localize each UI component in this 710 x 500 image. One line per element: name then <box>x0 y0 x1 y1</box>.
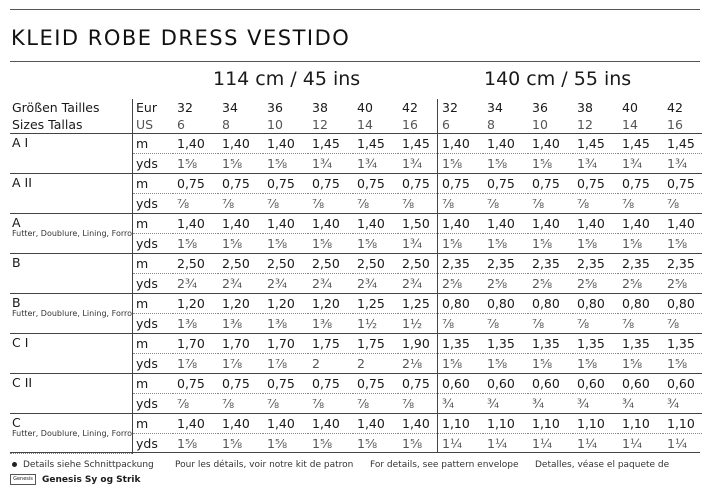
view-name: A II <box>12 175 32 190</box>
header-label-sizes-en-es: Sizes Tallas <box>12 117 83 132</box>
value-yds: 1⅝ <box>402 436 423 451</box>
value-m: 0,75 <box>263 374 308 394</box>
value-yds: 1⅝ <box>177 236 198 251</box>
value-yds: 1⅝ <box>357 236 378 251</box>
eur-size: 42 <box>402 100 418 115</box>
value-m: 1,40 <box>263 414 308 434</box>
eur-size: 34 <box>487 100 503 115</box>
value-yds: ¾ <box>622 396 635 411</box>
us-size: 8 <box>222 117 230 132</box>
value-m: 1,70 <box>218 334 263 354</box>
view-label <box>10 334 133 374</box>
value-m: 0,75 <box>308 174 353 194</box>
unit-m: m <box>133 254 174 274</box>
footnote-fr: Pour les détails, voir notre kit de patron <box>175 460 354 470</box>
value-m: 1,40 <box>263 134 308 154</box>
value-m: 1,75 <box>308 334 353 354</box>
value-m: 1,45 <box>573 134 618 154</box>
value-m: 1,75 <box>353 334 398 354</box>
us-size: 6 <box>438 116 484 134</box>
header-label-sizes-de-fr: Größen Tailles <box>12 100 100 115</box>
value-yds: 1⅝ <box>267 156 288 171</box>
brand-logo: Genesis <box>10 474 36 485</box>
value-m: 1,40 <box>528 134 573 154</box>
table-row-meters <box>10 294 702 314</box>
value-yds: ⅞ <box>438 314 484 334</box>
value-yds: 1⅝ <box>667 356 688 371</box>
value-yds: 1¾ <box>312 156 333 171</box>
value-m: 1,45 <box>398 134 438 154</box>
value-yds: 2¾ <box>222 276 243 291</box>
view-label <box>10 294 133 334</box>
value-yds: 1¼ <box>487 436 508 451</box>
value-yds: 1⅝ <box>577 236 598 251</box>
value-yds: 2¾ <box>267 276 288 291</box>
unit-yds: yds <box>133 194 174 214</box>
value-m: 0,75 <box>438 174 484 194</box>
value-yds: 1⅝ <box>532 236 553 251</box>
value-m: 1,40 <box>308 414 353 434</box>
value-m: 1,25 <box>353 294 398 314</box>
value-m: 0,75 <box>218 374 263 394</box>
value-yds: 1⅝ <box>312 436 333 451</box>
value-yds: 1¼ <box>577 436 598 451</box>
view-name: C <box>12 415 21 430</box>
value-yds: ⅞ <box>622 196 635 211</box>
value-m: 1,45 <box>618 134 663 154</box>
value-yds: 1⅝ <box>267 236 288 251</box>
value-yds: ⅞ <box>222 396 235 411</box>
value-yds: 1⅞ <box>267 356 288 371</box>
unit-m: m <box>133 134 174 154</box>
footnote-de: Details siehe Schnittpackung <box>12 460 154 470</box>
value-m: 1,20 <box>308 294 353 314</box>
value-m: 2,50 <box>353 254 398 274</box>
view-label <box>10 414 133 454</box>
value-m: 2,50 <box>173 254 218 274</box>
value-yds: ⅞ <box>577 196 590 211</box>
value-m: 1,40 <box>398 414 438 434</box>
unit-m: m <box>133 174 174 194</box>
view-label <box>10 374 133 414</box>
view-sub-label: Futter, Doublure, Lining, Forro <box>12 229 132 238</box>
value-yds: 1⅝ <box>177 436 198 451</box>
value-m: 0,75 <box>573 174 618 194</box>
unit-yds: yds <box>133 154 174 174</box>
view-sub-label: Futter, Doublure, Lining, Forro <box>12 309 132 318</box>
value-m: 1,40 <box>483 214 528 234</box>
eur-size: 40 <box>622 100 638 115</box>
value-yds: 1⅝ <box>438 154 484 174</box>
value-yds: 1¾ <box>402 236 423 251</box>
value-yds: 1⅝ <box>357 436 378 451</box>
unit-yds: yds <box>133 274 174 294</box>
value-m: 1,40 <box>353 414 398 434</box>
value-yds: 1⅝ <box>622 236 643 251</box>
value-yds: 1⅜ <box>267 316 288 331</box>
value-yds: 2⅝ <box>667 276 688 291</box>
us-size: 14 <box>357 117 373 132</box>
value-yds: 1¼ <box>532 436 553 451</box>
value-m: 1,40 <box>173 414 218 434</box>
value-m: 0,75 <box>398 174 438 194</box>
table-row-meters <box>10 254 702 274</box>
us-size: 6 <box>177 117 185 132</box>
value-m: 1,25 <box>398 294 438 314</box>
value-yds: 1¾ <box>667 156 688 171</box>
value-m: 0,75 <box>173 174 218 194</box>
value-m: 0,75 <box>663 174 702 194</box>
table-row-meters <box>10 214 702 234</box>
view-name: A <box>12 215 21 230</box>
value-m: 1,40 <box>218 134 263 154</box>
value-yds: ⅞ <box>402 396 415 411</box>
us-size: 14 <box>622 117 638 132</box>
value-yds: 1⅝ <box>532 356 553 371</box>
view-name: A I <box>12 135 29 150</box>
value-yds: 2 <box>312 356 320 371</box>
value-yds: 1⅝ <box>577 356 598 371</box>
value-yds: ⅞ <box>177 396 190 411</box>
value-yds: 1⅝ <box>222 156 243 171</box>
value-yds: 1⅝ <box>438 234 484 254</box>
value-m: 1,40 <box>573 214 618 234</box>
value-m: 0,75 <box>308 374 353 394</box>
value-m: 0,60 <box>618 374 663 394</box>
value-yds: 2⅝ <box>622 276 643 291</box>
unit-yds: yds <box>133 314 174 334</box>
value-yds: 2¾ <box>177 276 198 291</box>
table-row-meters <box>10 414 702 434</box>
value-yds: 1⅞ <box>177 356 198 371</box>
value-yds: 2¾ <box>357 276 378 291</box>
value-yds: 1⅝ <box>222 436 243 451</box>
unit-m: m <box>133 374 174 394</box>
view-sub-label: Futter, Doublure, Lining, Forro <box>12 429 132 438</box>
value-m: 2,35 <box>663 254 702 274</box>
unit-yds: yds <box>133 434 174 454</box>
unit-m: m <box>133 414 174 434</box>
value-m: 0,80 <box>573 294 618 314</box>
value-m: 1,35 <box>618 334 663 354</box>
value-m: 0,75 <box>218 174 263 194</box>
value-yds: ⅞ <box>357 396 370 411</box>
value-m: 1,10 <box>483 414 528 434</box>
value-m: 1,35 <box>663 334 702 354</box>
value-m: 1,20 <box>263 294 308 314</box>
view-name: C I <box>12 335 29 350</box>
value-m: 1,10 <box>528 414 573 434</box>
value-m: 1,35 <box>528 334 573 354</box>
value-m: 0,80 <box>483 294 528 314</box>
value-yds: 2⅛ <box>402 356 423 371</box>
value-m: 0,75 <box>528 174 573 194</box>
value-yds: 1⅝ <box>438 354 484 374</box>
value-yds: ⅞ <box>667 196 680 211</box>
value-m: 0,80 <box>618 294 663 314</box>
table-row-meters <box>10 374 702 394</box>
value-m: 0,75 <box>618 174 663 194</box>
value-m: 1,35 <box>483 334 528 354</box>
value-yds: ⅞ <box>267 196 280 211</box>
value-m: 2,35 <box>483 254 528 274</box>
value-yds: 1¾ <box>402 156 423 171</box>
eur-size: 36 <box>267 100 283 115</box>
value-m: 1,40 <box>483 134 528 154</box>
top-rule <box>10 9 700 10</box>
value-yds: 1¼ <box>667 436 688 451</box>
us-size: 12 <box>577 117 593 132</box>
value-m: 0,75 <box>398 374 438 394</box>
value-m: 2,35 <box>528 254 573 274</box>
bullet-icon <box>12 462 17 467</box>
table-row-meters <box>10 334 702 354</box>
value-yds: ⅞ <box>357 196 370 211</box>
value-m: 0,60 <box>483 374 528 394</box>
view-label <box>10 134 133 174</box>
header-row-us <box>10 116 702 134</box>
value-yds: 1¼ <box>622 436 643 451</box>
value-yds: 1⅞ <box>222 356 243 371</box>
value-m: 0,75 <box>353 374 398 394</box>
value-m: 1,90 <box>398 334 438 354</box>
unit-m: m <box>133 334 174 354</box>
value-yds: ⅞ <box>667 316 680 331</box>
value-yds: 1⅝ <box>177 156 198 171</box>
value-m: 1,10 <box>618 414 663 434</box>
eur-size: 34 <box>222 100 238 115</box>
unit-m: m <box>133 294 174 314</box>
value-yds: 1¾ <box>577 156 598 171</box>
view-label <box>10 214 133 254</box>
header-eur: Eur <box>133 99 174 116</box>
value-yds: 1⅝ <box>622 356 643 371</box>
value-yds: 1⅝ <box>312 236 333 251</box>
yardage-table <box>10 99 702 454</box>
title-rule <box>10 61 700 62</box>
value-m: 0,80 <box>663 294 702 314</box>
view-label <box>10 174 133 214</box>
value-yds: 1⅝ <box>532 156 553 171</box>
header-us: US <box>133 116 174 134</box>
value-yds: ⅞ <box>532 196 545 211</box>
value-yds: ⅞ <box>312 196 325 211</box>
view-name: C II <box>12 375 33 390</box>
value-m: 2,50 <box>263 254 308 274</box>
value-m: 1,10 <box>573 414 618 434</box>
value-yds: ¾ <box>667 396 680 411</box>
value-yds: ¾ <box>532 396 545 411</box>
value-yds: ⅞ <box>438 194 484 214</box>
eur-size: 32 <box>438 99 484 116</box>
value-yds: ¾ <box>487 396 500 411</box>
value-yds: 2⅝ <box>487 276 508 291</box>
value-yds: 1⅝ <box>487 236 508 251</box>
value-m: 0,75 <box>173 374 218 394</box>
value-yds: 2⅝ <box>577 276 598 291</box>
value-m: 1,40 <box>308 214 353 234</box>
value-yds: ⅞ <box>532 316 545 331</box>
value-m: 1,10 <box>438 414 484 434</box>
fabric-width-114: 114 cm / 45 ins <box>213 68 361 90</box>
value-yds: 1¾ <box>622 156 643 171</box>
value-yds: 2¾ <box>402 276 423 291</box>
value-m: 0,75 <box>483 174 528 194</box>
value-yds: 1⅝ <box>487 156 508 171</box>
value-m: 1,45 <box>353 134 398 154</box>
value-yds: ⅞ <box>177 196 190 211</box>
view-name: B <box>12 295 21 310</box>
value-m: 1,45 <box>308 134 353 154</box>
value-yds: ⅞ <box>222 196 235 211</box>
value-m: 1,40 <box>173 134 218 154</box>
value-yds: 1½ <box>402 316 423 331</box>
value-yds: ⅞ <box>622 316 635 331</box>
table-row-meters <box>10 134 702 154</box>
us-size: 10 <box>532 117 548 132</box>
value-m: 1,40 <box>218 414 263 434</box>
value-m: 2,50 <box>398 254 438 274</box>
value-yds: 1½ <box>357 316 378 331</box>
value-yds: ⅞ <box>487 196 500 211</box>
value-m: 0,60 <box>528 374 573 394</box>
value-m: 1,40 <box>618 214 663 234</box>
value-yds: 1⅝ <box>487 356 508 371</box>
value-m: 2,35 <box>618 254 663 274</box>
us-size: 10 <box>267 117 283 132</box>
value-yds: 1¼ <box>438 434 484 454</box>
page-title: KLEID ROBE DRESS VESTIDO <box>11 26 351 50</box>
value-yds: 2¾ <box>312 276 333 291</box>
value-m: 1,45 <box>663 134 702 154</box>
value-yds: 2 <box>357 356 365 371</box>
fabric-width-140: 140 cm / 55 ins <box>484 68 632 90</box>
value-m: 2,35 <box>438 254 484 274</box>
unit-yds: yds <box>133 354 174 374</box>
value-m: 1,35 <box>573 334 618 354</box>
value-yds: 2⅝ <box>532 276 553 291</box>
value-yds: ⅞ <box>577 316 590 331</box>
value-yds: 2⅝ <box>438 274 484 294</box>
value-m: 0,80 <box>438 294 484 314</box>
value-m: 1,40 <box>528 214 573 234</box>
value-yds: ⅞ <box>402 196 415 211</box>
value-m: 1,20 <box>173 294 218 314</box>
value-m: 1,40 <box>218 214 263 234</box>
value-m: 1,40 <box>263 214 308 234</box>
value-m: 1,70 <box>173 334 218 354</box>
value-yds: 1¾ <box>357 156 378 171</box>
value-m: 0,60 <box>573 374 618 394</box>
bottom-rule <box>10 452 700 453</box>
value-m: 1,20 <box>218 294 263 314</box>
value-yds: 1⅜ <box>222 316 243 331</box>
value-yds: ⅞ <box>267 396 280 411</box>
value-yds: 1⅜ <box>177 316 198 331</box>
brand <box>10 474 140 485</box>
value-m: 1,40 <box>663 214 702 234</box>
value-m: 2,35 <box>573 254 618 274</box>
footnote-es: Detalles, véase el paquete de <box>535 460 670 470</box>
us-size: 16 <box>402 117 418 132</box>
us-size: 16 <box>667 117 683 132</box>
us-size: 12 <box>312 117 328 132</box>
value-m: 2,50 <box>308 254 353 274</box>
value-m: 1,40 <box>438 214 484 234</box>
value-yds: ⅞ <box>312 396 325 411</box>
unit-yds: yds <box>133 394 174 414</box>
value-m: 1,40 <box>438 134 484 154</box>
eur-size: 38 <box>577 100 593 115</box>
value-yds: 1⅝ <box>222 236 243 251</box>
table-row-meters <box>10 174 702 194</box>
value-m: 1,10 <box>663 414 702 434</box>
eur-size: 36 <box>532 100 548 115</box>
value-yds: ¾ <box>577 396 590 411</box>
value-yds: 1⅜ <box>312 316 333 331</box>
value-m: 1,35 <box>438 334 484 354</box>
value-yds: ⅞ <box>487 316 500 331</box>
unit-m: m <box>133 214 174 234</box>
value-yds: ¾ <box>438 394 484 414</box>
value-m: 1,40 <box>173 214 218 234</box>
value-m: 1,40 <box>353 214 398 234</box>
value-yds: 1⅝ <box>667 236 688 251</box>
view-label <box>10 254 133 294</box>
eur-size: 40 <box>357 100 373 115</box>
value-m: 2,50 <box>218 254 263 274</box>
us-size: 8 <box>487 117 495 132</box>
eur-size: 32 <box>177 100 193 115</box>
value-m: 0,60 <box>438 374 484 394</box>
header-row-eur <box>10 99 702 116</box>
value-m: 0,80 <box>528 294 573 314</box>
value-m: 0,75 <box>353 174 398 194</box>
value-m: 1,50 <box>398 214 438 234</box>
brand-name: Genesis Sy og Strik <box>42 475 141 485</box>
view-name: B <box>12 255 21 270</box>
eur-size: 42 <box>667 100 683 115</box>
eur-size: 38 <box>312 100 328 115</box>
value-m: 0,75 <box>263 174 308 194</box>
value-m: 0,60 <box>663 374 702 394</box>
value-yds: 1⅝ <box>267 436 288 451</box>
value-m: 1,70 <box>263 334 308 354</box>
footnote-en: For details, see pattern envelope <box>370 460 519 470</box>
unit-yds: yds <box>133 234 174 254</box>
